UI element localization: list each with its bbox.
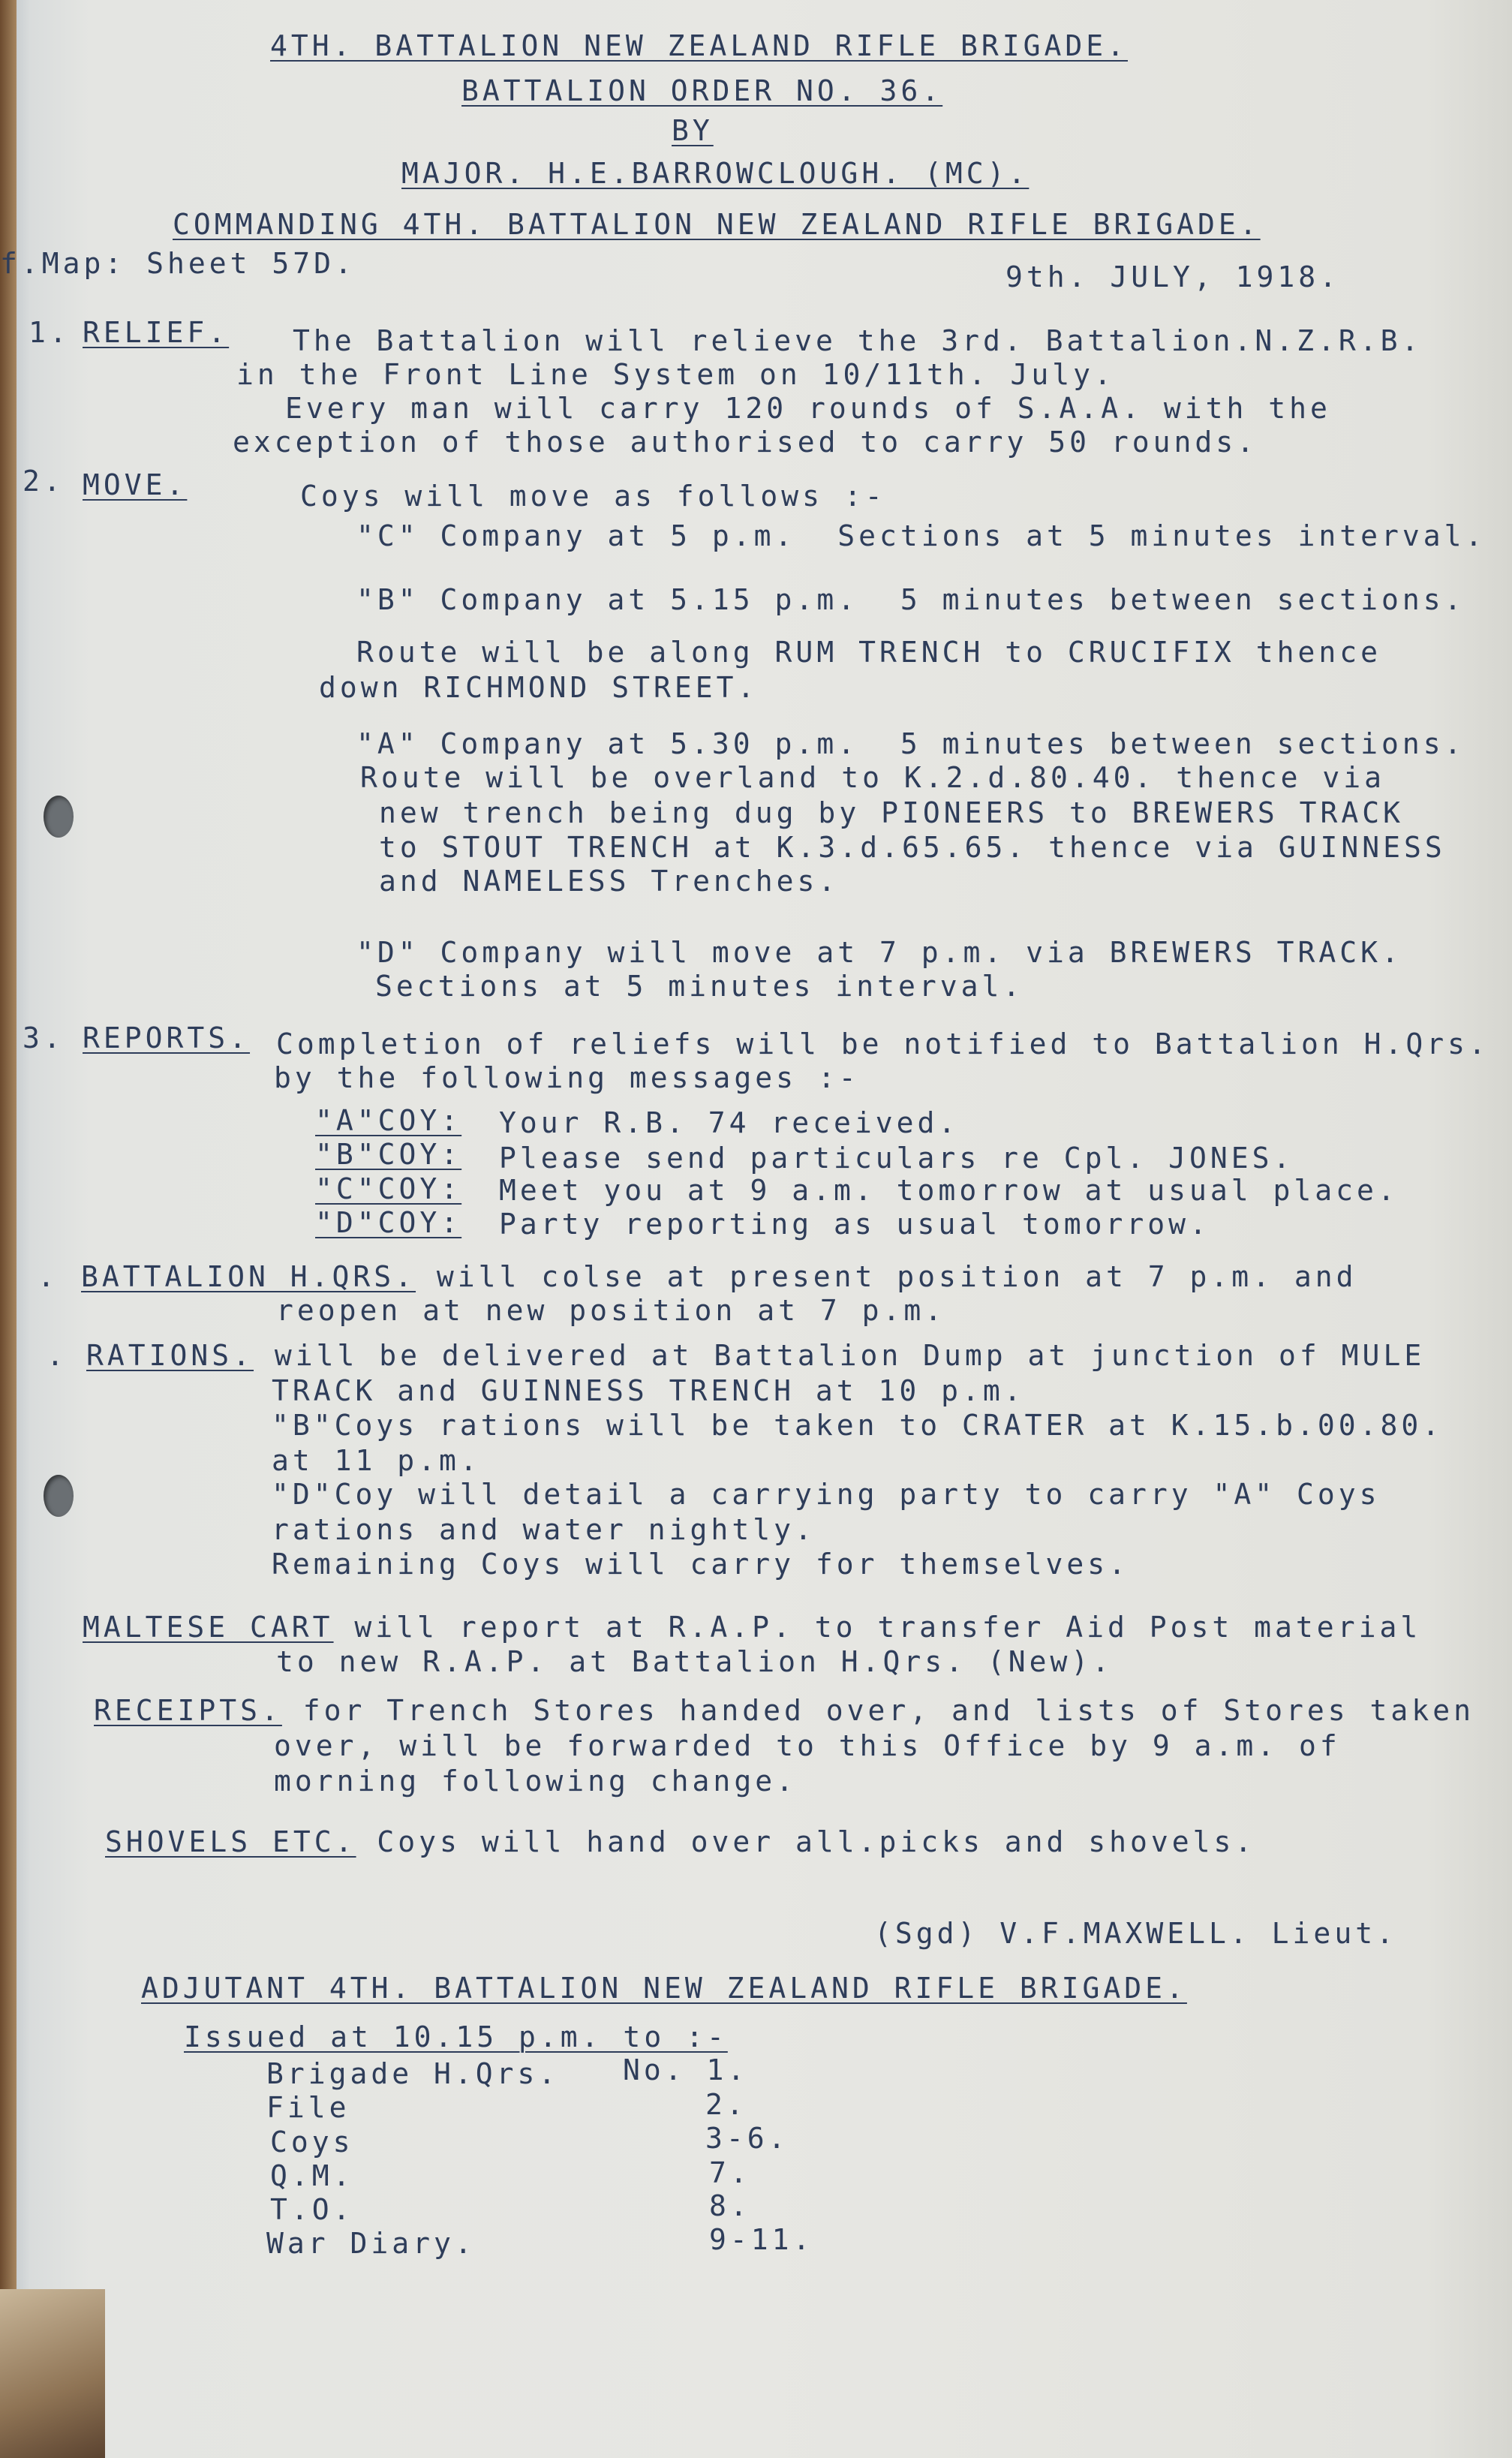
maltese-paragraph	[83, 1611, 1421, 1643]
shovels-paragraph	[105, 1826, 1255, 1858]
receipts-paragraph	[94, 1695, 1474, 1726]
bhq-paragraph	[81, 1261, 1357, 1292]
move-intro: Coys will move as follows :-	[300, 480, 886, 513]
issued-copy-number: 9-11.	[709, 2223, 814, 2256]
issued-recipient: Q.M.	[270, 2159, 354, 2192]
issued-recipient: Brigade H.Qrs.	[266, 2057, 560, 2090]
issued-recipient: Coys	[270, 2126, 354, 2159]
rations-line: rations and water nightly.	[272, 1513, 816, 1546]
shovels-line: Coys will hand over all.picks and shovels.	[356, 1825, 1256, 1858]
issued-copy-number: 7.	[709, 2156, 751, 2189]
route-line: new trench being dug by PIONEERS to BREWERS TRACK	[379, 796, 1405, 829]
rations-heading: RATIONS.	[86, 1339, 254, 1372]
message-text: Please send particulars re Cpl. JONES.	[499, 1142, 1294, 1175]
message-coy: "C"COY:	[315, 1172, 462, 1205]
d-company-move: Sections at 5 minutes interval.	[375, 970, 1024, 1003]
bhq-line: will colse at present position at 7 p.m. and	[416, 1260, 1357, 1293]
b-company-move: "B" Company at 5.15 p.m. 5 minutes between sections.	[356, 583, 1465, 616]
rations-line: at 11 p.m.	[272, 1444, 481, 1477]
message-text: Party reporting as usual tomorrow.	[499, 1208, 1210, 1241]
maltese-heading: MALTESE CART	[83, 1611, 334, 1644]
c-company-move: "C" Company at 5 p.m. Sections at 5 minutes interval.	[356, 519, 1486, 552]
message-text: Meet you at 9 a.m. tomorrow at usual place.	[499, 1174, 1399, 1207]
rations-line: "B"Coys rations will be taken to CRATER at K.15.b.00.80.	[272, 1409, 1444, 1442]
bhq-line: reopen at new position at 7 p.m.	[276, 1294, 946, 1327]
header-commander: MAJOR. H.E.BARROWCLOUGH. (MC).	[401, 157, 1030, 190]
a-company-move: "A" Company at 5.30 p.m. 5 minutes between sections.	[356, 727, 1465, 760]
issued-heading: Issued at 10.15 p.m. to :-	[184, 2020, 728, 2053]
shovels-heading: SHOVELS ETC.	[105, 1825, 356, 1858]
section-number: 1.	[29, 316, 71, 349]
message-coy: "A"COY:	[315, 1104, 462, 1137]
reports-line: Completion of reliefs will be notified to Battalion H.Qrs.	[276, 1027, 1489, 1061]
move-heading: MOVE.	[83, 468, 188, 501]
rations-line: Remaining Coys will carry for themselves.	[272, 1548, 1129, 1581]
relief-line: The Battalion will relieve the 3rd. Battalion.N.Z.R.B.	[293, 324, 1423, 357]
receipts-line: morning following change.	[274, 1765, 797, 1798]
header-command: COMMANDING 4TH. BATTALION NEW ZEALAND RIFLE BRIGADE.	[173, 208, 1261, 241]
header-by: BY	[672, 114, 714, 147]
route-line: Route will be overland to K.2.d.80.40. thence via	[360, 761, 1386, 794]
message-coy: "B"COY:	[315, 1138, 462, 1171]
receipts-line: for Trench Stores handed over, and lists of Stores taken	[281, 1694, 1474, 1727]
message-text: Your R.B. 74 received.	[499, 1106, 960, 1139]
relief-heading: RELIEF.	[83, 316, 230, 349]
section-number: 2.	[23, 465, 65, 498]
maltese-line: to new R.A.P. at Battalion H.Qrs. (New).	[276, 1645, 1114, 1678]
issued-recipient: T.O.	[270, 2193, 354, 2226]
signature: (Sgd) V.F.MAXWELL. Lieut.	[874, 1917, 1397, 1950]
relief-line: Every man will carry 120 rounds of S.A.A. with the	[285, 392, 1331, 425]
adjutant-title: ADJUTANT 4TH. BATTALION NEW ZEALAND RIFLE BRIGADE.	[141, 1972, 1187, 2005]
route-line: and NAMELESS Trenches.	[379, 865, 840, 898]
issued-copy-number: 8.	[709, 2189, 751, 2222]
section-number: .	[38, 1260, 59, 1293]
issued-copy-number: 3-6.	[705, 2122, 789, 2155]
receipts-heading: RECEIPTS.	[94, 1694, 282, 1727]
route-line: down RICHMOND STREET.	[319, 671, 759, 704]
rations-line: TRACK and GUINNESS TRENCH at 10 p.m.	[272, 1374, 1025, 1407]
order-title: BATTALION ORDER NO. 36.	[461, 74, 943, 107]
header-unit: 4TH. BATTALION NEW ZEALAND RIFLE BRIGADE.	[270, 29, 1128, 62]
page-stack-corner	[0, 2289, 105, 2458]
page-left-edge	[0, 0, 17, 2458]
rations-line: will be delivered at Battalion Dump at junction of MULE	[254, 1339, 1426, 1372]
d-company-move: "D" Company will move at 7 p.m. via BREWERS TRACK.	[356, 936, 1402, 969]
issued-recipient: File	[266, 2091, 350, 2124]
section-number: 3.	[23, 1021, 65, 1055]
issued-copy-number: 2.	[705, 2088, 747, 2121]
punch-hole	[44, 1475, 74, 1517]
punch-hole	[44, 796, 74, 838]
relief-line: in the Front Line System on 10/11th. July.	[236, 358, 1115, 391]
route-line: Route will be along RUM TRENCH to CRUCIFIX thence	[356, 636, 1382, 669]
reports-line: by the following messages :-	[274, 1061, 860, 1094]
section-number: .	[47, 1339, 68, 1372]
reports-heading: REPORTS.	[83, 1021, 251, 1055]
route-line: to STOUT TRENCH at K.3.d.65.65. thence via GUINNESS	[379, 831, 1446, 864]
rations-line: "D"Coy will detail a carrying party to carry "A" Coys	[272, 1478, 1381, 1511]
receipts-line: over, will be forwarded to this Office by 9 a.m. of	[274, 1729, 1341, 1762]
ref-map: f.Map: Sheet 57D.	[0, 247, 356, 280]
bhq-heading: BATTALION H.QRS.	[81, 1260, 416, 1293]
maltese-line: will report at R.A.P. to transfer Aid Post material	[333, 1611, 1422, 1644]
message-coy: "D"COY:	[315, 1206, 462, 1239]
relief-line: exception of those authorised to carry 50 rounds.	[233, 426, 1258, 459]
issued-copy-number: No. 1.	[623, 2053, 749, 2086]
rations-paragraph	[86, 1340, 1425, 1371]
issued-recipient: War Diary.	[266, 2227, 476, 2260]
order-date: 9th. JULY, 1918.	[1005, 260, 1341, 293]
